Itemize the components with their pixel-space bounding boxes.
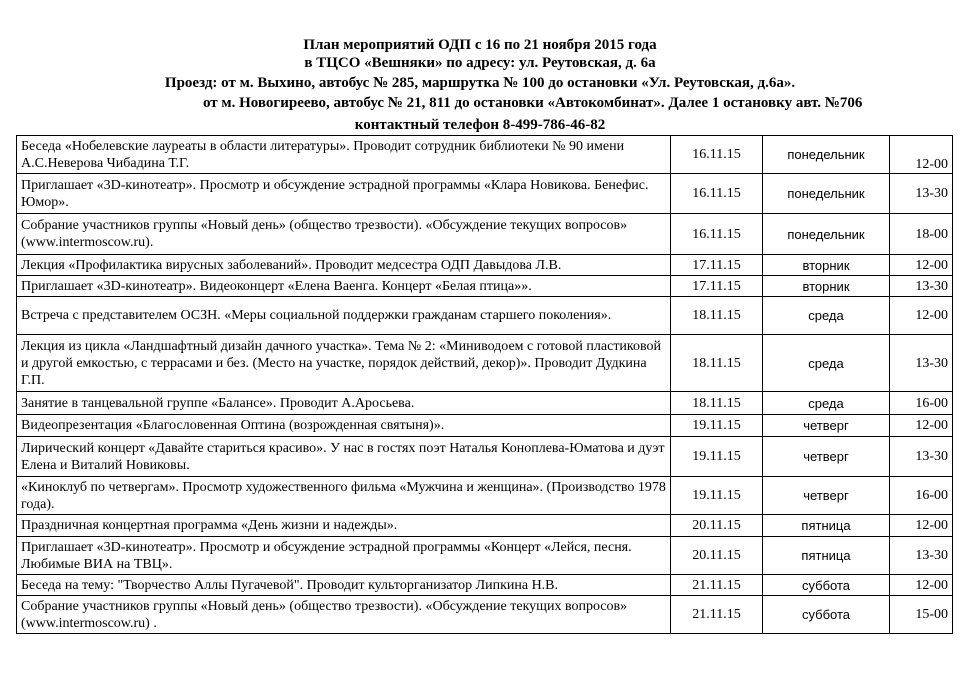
event-weekday: вторник	[763, 276, 890, 297]
event-description: Приглашает «3D-кинотеатр». Видеоконцерт «Елена Ваенга. Концерт «Белая птица»».	[17, 276, 671, 297]
event-date: 17.11.15	[671, 255, 763, 276]
event-weekday: понедельник	[763, 174, 890, 214]
table-row	[17, 596, 953, 634]
event-time: 13-30	[890, 437, 953, 477]
directions-vykhino: Проезд: от м. Выхино, автобус № 285, маршрутка № 100 до остановки «Ул. Реутовская, д.6а».	[164, 75, 796, 91]
event-weekday: среда	[763, 335, 890, 392]
event-date: 16.11.15	[671, 214, 763, 255]
event-time: 16-00	[890, 477, 953, 515]
events-table	[16, 135, 953, 634]
event-description: Приглашает «3D-кинотеатр». Просмотр и обсуждение эстрадной программы «Клара Новикова. Бенефис. Юмор».	[17, 174, 671, 214]
table-row	[17, 537, 953, 575]
event-date: 18.11.15	[671, 297, 763, 335]
event-time: 13-30	[890, 174, 953, 214]
event-description: Собрание участников группы «Новый день» (общество трезвости). «Обсуждение текущих вопросов» (www.intermoscow.ru).	[17, 214, 671, 255]
event-time: 12-00	[890, 515, 953, 537]
event-description: «Киноклуб по четвергам». Просмотр художественного фильма «Мужчина и женщина». (Производство 1978 года).	[17, 477, 671, 515]
event-time: 16-00	[890, 392, 953, 415]
contact-phone: контактный телефон 8-499-786-46-82	[354, 117, 606, 133]
event-time: 13-30	[890, 276, 953, 297]
event-time: 12-00	[890, 415, 953, 437]
table-row	[17, 575, 953, 596]
event-description: Встреча с представителем ОСЗН. «Меры социальной поддержки гражданам старшего поколения».	[17, 297, 671, 335]
event-time: 18-00	[890, 214, 953, 255]
table-row	[17, 255, 953, 276]
event-date: 19.11.15	[671, 437, 763, 477]
event-date: 18.11.15	[671, 335, 763, 392]
event-weekday: пятница	[763, 537, 890, 575]
event-weekday: четверг	[763, 415, 890, 437]
table-row	[17, 515, 953, 537]
event-time: 12-00	[890, 297, 953, 335]
event-description: Беседа «Нобелевские лауреаты в области литературы». Проводит сотрудник библиотеки № 90 имени А.С.Неверова Чибадина Т.Г.	[17, 136, 671, 174]
table-row	[17, 392, 953, 415]
event-weekday: понедельник	[763, 214, 890, 255]
event-date: 20.11.15	[671, 515, 763, 537]
table-row	[17, 297, 953, 335]
event-weekday: пятница	[763, 515, 890, 537]
event-date: 21.11.15	[671, 596, 763, 634]
event-description: Лекция из цикла «Ландшафтный дизайн дачного участка». Тема № 2: «Миниводоем с готовой пластиковой и другой емкостью, с террасами и без. (Место на участке, порядок действий, декор)». Проводит Дудкина Г.П.	[17, 335, 671, 392]
table-row	[17, 335, 953, 392]
event-date: 19.11.15	[671, 477, 763, 515]
table-row	[17, 174, 953, 214]
event-description: Приглашает «3D-кинотеатр». Просмотр и обсуждение эстрадной программы «Концерт «Лейся, песня. Любимые ВИА на ТВЦ».	[17, 537, 671, 575]
table-row	[17, 477, 953, 515]
venue-address: в ТЦСО «Вешняки» по адресу: ул. Реутовская, д. 6а	[304, 55, 656, 71]
event-date: 21.11.15	[671, 575, 763, 596]
plan-title: План мероприятий ОДП с 16 по 21 ноября 2015 года	[303, 37, 657, 53]
event-weekday: суббота	[763, 596, 890, 634]
event-description: Праздничная концертная программа «День жизни и надежды».	[17, 515, 671, 537]
event-description: Собрание участников группы «Новый день» (общество трезвости). «Обсуждение текущих вопросов» (www.intermoscow.ru) .	[17, 596, 671, 634]
event-weekday: среда	[763, 392, 890, 415]
event-description: Лирический концерт «Давайте стариться красиво». У нас в гостях поэт Наталья Коноплева-Юматова и дуэт Елена и Виталий Новиковы.	[17, 437, 671, 477]
event-weekday: суббота	[763, 575, 890, 596]
event-weekday: четверг	[763, 477, 890, 515]
event-weekday: вторник	[763, 255, 890, 276]
table-row	[17, 437, 953, 477]
event-weekday: среда	[763, 297, 890, 335]
event-date: 20.11.15	[671, 537, 763, 575]
event-time: 15-00	[890, 596, 953, 634]
event-date: 16.11.15	[671, 174, 763, 214]
event-time: 13-30	[890, 335, 953, 392]
event-time: 13-30	[890, 537, 953, 575]
event-date: 19.11.15	[671, 415, 763, 437]
event-weekday: четверг	[763, 437, 890, 477]
table-row	[17, 276, 953, 297]
event-description: Беседа на тему: "Творчество Аллы Пугачевой". Проводит культорганизатор Липкина Н.В.	[17, 575, 671, 596]
table-row	[17, 214, 953, 255]
table-row	[17, 415, 953, 437]
event-time: 12-00	[890, 255, 953, 276]
event-description: Занятие в танцевальной группе «Балансе». Проводит А.Аросьева.	[17, 392, 671, 415]
table-row	[17, 136, 953, 174]
event-description: Лекция «Профилактика вирусных заболеваний». Проводит медсестра ОДП Давыдова Л.В.	[17, 255, 671, 276]
event-date: 17.11.15	[671, 276, 763, 297]
event-weekday: понедельник	[763, 136, 890, 174]
event-date: 18.11.15	[671, 392, 763, 415]
event-description: Видеопрезентация «Благословенная Оптина (возрожденная святыня)».	[17, 415, 671, 437]
event-time: 12-00	[890, 136, 953, 174]
directions-novogireevo: от м. Новогиреево, автобус № 21, 811 до остановки «Автокомбинат». Далее 1 остановку авт. №706	[203, 95, 863, 111]
event-date: 16.11.15	[671, 136, 763, 174]
event-time: 12-00	[890, 575, 953, 596]
